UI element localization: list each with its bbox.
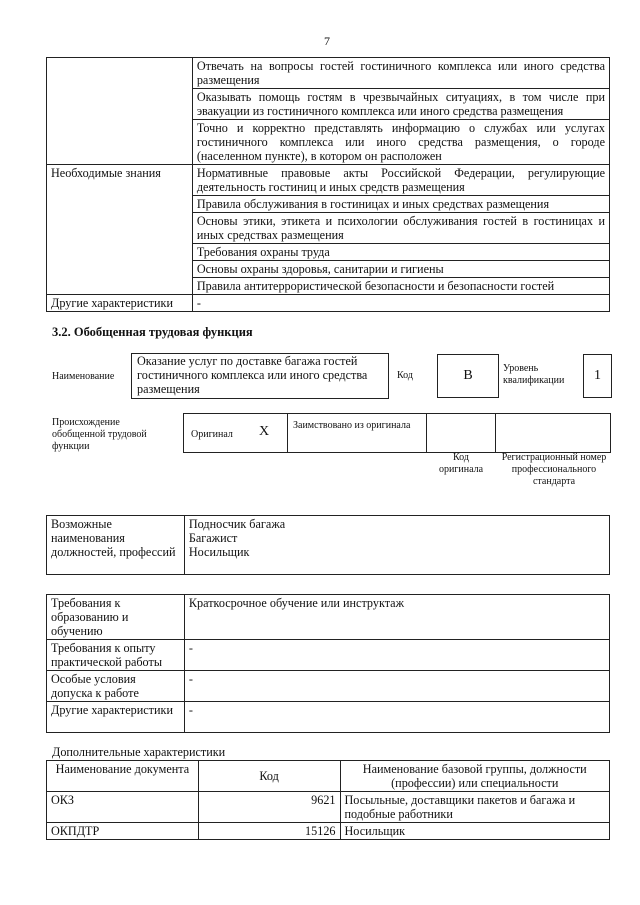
knowledge-item: Требования охраны труда bbox=[192, 244, 609, 261]
code-value-box bbox=[437, 354, 499, 398]
name-cell: Носильщик bbox=[340, 823, 610, 840]
knowledge-item: Правила обслуживания в гостиницах и иных средствах размещения bbox=[192, 196, 609, 213]
positions-label: Возможные наименования должностей, профессий bbox=[47, 516, 185, 575]
row-label-other: Другие характеристики bbox=[47, 295, 193, 312]
table-header-row bbox=[47, 761, 610, 792]
name-cell: Посыльные, доставщики пакетов и багажа и подобные работники bbox=[340, 792, 610, 823]
knowledge-item: Основы этики, этикета и психологии обслуживания гостей в гостиницах и иных средствах размещения bbox=[192, 213, 609, 244]
knowledge-item: Основы охраны здоровья, санитарии и гигиены bbox=[192, 261, 609, 278]
requirement-label: Требования к образованию и обучению bbox=[47, 595, 185, 640]
top-skills-table bbox=[46, 57, 610, 312]
table-row bbox=[47, 165, 610, 196]
skill-item: Отвечать на вопросы гостей гостиничного комплекса или иного средства размещения bbox=[192, 58, 609, 89]
knowledge-item: Нормативные правовые акты Российской Федерации, регулирующие деятельность гостиниц и иных средств размещения bbox=[192, 165, 609, 196]
position-item: Багажист bbox=[188, 531, 238, 545]
positions-table bbox=[46, 515, 610, 575]
code-cell: 9621 bbox=[198, 792, 340, 823]
table-row bbox=[47, 702, 610, 733]
knowledge-item: Правила антитеррористической безопасности и безопасности гостей bbox=[192, 278, 609, 295]
table-row bbox=[47, 671, 610, 702]
positions-list bbox=[184, 516, 609, 575]
table-row bbox=[47, 823, 610, 840]
reg-number-caption: Регистрационный номер профессионального стандарта bbox=[501, 452, 607, 487]
skill-item: Точно и корректно представлять информацию о службах или услугах гостиничного комплекса или иного средства размещения, о городе (населенном пункте), в котором он расположен bbox=[192, 120, 609, 165]
header-code: Код bbox=[198, 761, 340, 792]
header-doc: Наименование документа bbox=[47, 761, 199, 792]
doc-cell: ОКПДТР bbox=[47, 823, 199, 840]
table-row bbox=[47, 516, 610, 575]
requirement-value: - bbox=[184, 640, 609, 671]
additional-title: Дополнительные характеристики bbox=[52, 745, 226, 759]
code-value: B bbox=[463, 368, 473, 383]
requirement-label: Особые условия допуска к работе bbox=[47, 671, 185, 702]
requirements-table bbox=[46, 594, 610, 733]
position-item: Носильщик bbox=[188, 545, 250, 559]
section-heading: 3.2. Обобщенная трудовая функция bbox=[52, 325, 253, 339]
header-name: Наименование базовой группы, должности (профессии) или специальности bbox=[340, 761, 610, 792]
row-label-knowledge: Необходимые знания bbox=[47, 165, 193, 295]
origin-row bbox=[183, 413, 611, 453]
code-original-caption: Код оригинала bbox=[438, 452, 484, 475]
function-name-value: Оказание услуг по доставке багажа гостей гостиничного комплекса или иного средства размещения bbox=[137, 354, 368, 396]
requirement-label: Другие характеристики bbox=[47, 702, 185, 733]
position-item: Подносчик багажа bbox=[188, 517, 286, 531]
level-value: 1 bbox=[594, 368, 601, 383]
code-label: Код bbox=[397, 370, 413, 381]
skill-item: Оказывать помощь гостям в чрезвычайных ситуациях, в том числе при эвакуации из гостиничного комплекса или иного средства размещения bbox=[192, 89, 609, 120]
page-number: 7 bbox=[324, 34, 330, 48]
name-label: Наименование bbox=[52, 371, 115, 382]
additional-table bbox=[46, 760, 610, 840]
origin-divider bbox=[495, 413, 496, 452]
table-row bbox=[47, 58, 610, 89]
table-row bbox=[47, 295, 610, 312]
level-label: Уровень квалификации bbox=[503, 363, 565, 386]
table-row bbox=[47, 595, 610, 640]
table-row bbox=[47, 792, 610, 823]
requirement-value: Краткосрочное обучение или инструктаж bbox=[184, 595, 609, 640]
doc-cell: ОКЗ bbox=[47, 792, 199, 823]
level-value-box bbox=[583, 354, 612, 398]
origin-divider bbox=[287, 413, 288, 452]
requirement-label: Требования к опыту практической работы bbox=[47, 640, 185, 671]
origin-divider bbox=[426, 413, 427, 452]
original-label: Оригинал bbox=[191, 429, 233, 440]
requirement-value: - bbox=[184, 702, 609, 733]
origin-label: Происхождение обобщенной трудовой функции bbox=[52, 417, 147, 452]
requirement-value: - bbox=[184, 671, 609, 702]
table-row bbox=[47, 640, 610, 671]
code-cell: 15126 bbox=[198, 823, 340, 840]
other-value: - bbox=[192, 295, 609, 312]
function-name-box bbox=[131, 353, 389, 399]
row-label-empty bbox=[47, 58, 193, 165]
original-mark: X bbox=[259, 424, 270, 439]
borrowed-label: Заимствовано из оригинала bbox=[293, 420, 411, 431]
